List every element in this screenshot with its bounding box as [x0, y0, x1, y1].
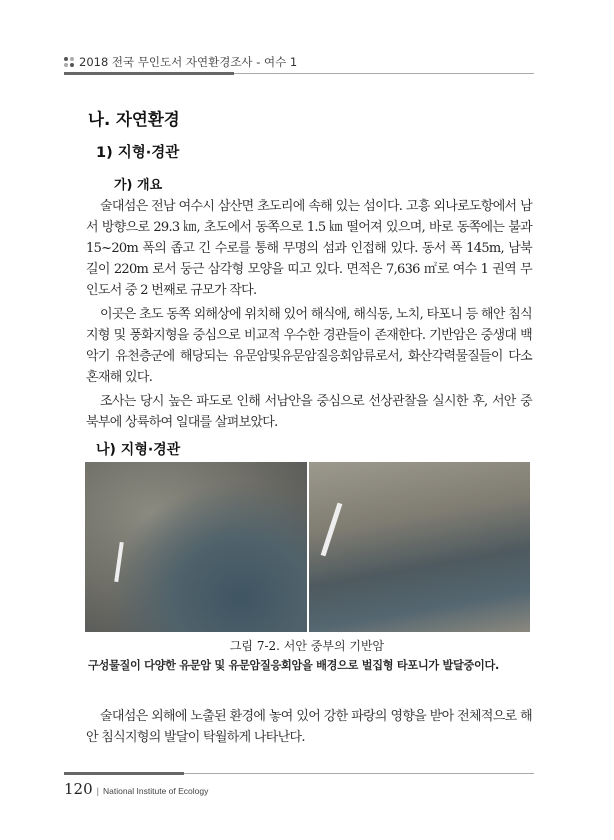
pen-scale: [321, 503, 343, 557]
publisher: National Institute of Ecology: [102, 786, 209, 796]
footer-rule-accent: [64, 772, 184, 775]
rock-photo-right: [309, 462, 530, 632]
header-title: 2018 전국 무인도서 자연환경조사 - 여수 1: [79, 55, 298, 69]
pen-scale: [114, 542, 124, 582]
landform-body: [86, 706, 532, 748]
figure-caption: 그림 7-2. 서안 중부의 기반암: [229, 639, 385, 653]
header-rule-accent: [64, 72, 234, 75]
landform-title: 나) 지형·경관: [96, 442, 181, 458]
header-dots-icon: [64, 57, 74, 67]
subsection-title: 1) 지형·경관: [96, 145, 180, 161]
rock-photo-left: [85, 462, 307, 632]
paragraph: 조사는 당시 높은 파도로 인해 서남안을 중심으로 선상관찰을 실시한 후, 서안 중북부에 상륙하여 일대를 살펴보았다.: [86, 394, 532, 430]
page-number: 120: [64, 780, 93, 798]
paragraph: 술대섬은 외해에 노출된 환경에 놓여 있어 강한 파랑의 영향을 받아 전체적으로 해안 침식지형의 발달이 탁월하게 나타난다.: [86, 709, 532, 745]
footer-separator: |: [96, 786, 99, 796]
figure-description: 구성물질이 다양한 유문암 및 유문암질응회암을 배경으로 벌집형 타포니가 발달중이다.: [88, 659, 499, 672]
footer: [64, 780, 208, 798]
overview-body: [86, 196, 532, 433]
running-header: [64, 54, 297, 70]
section-title: 나. 자연환경: [88, 110, 180, 129]
paragraph: 술대섬은 전남 여수시 삼산면 초도리에 속해 있는 섬이다. 고흥 외나로도항에서 남서 방향으로 29.3 ㎞, 초도에서 동쪽으로 1.5 ㎞ 떨어져 있으며, 바로 동쪽에는 불과 15~20m 폭의 좁고 긴 수로를 통해 무명의 섬과 인접해 있다. 동서 폭 145m, 남북 길이 220m 로서 둥근 삼각형 모양을 띠고 있다. 면적은 7,636 ㎡로 여수 1 권역 무인도서 중 2 번째로 규모가 작다.: [86, 199, 532, 298]
overview-title: 가) 개요: [114, 178, 163, 193]
paragraph: 이곳은 초도 동쪽 외해상에 위치해 있어 해식애, 해식동, 노치, 타포니 등 해안 침식지형 및 풍화지형을 중심으로 비교적 우수한 경관들이 존재한다. 기반암은 중생대 백악기 유천층군에 해당되는 유문암및유문암질응회암류로서, 화산각력물질들이 다소 혼재해 있다.: [86, 307, 532, 385]
